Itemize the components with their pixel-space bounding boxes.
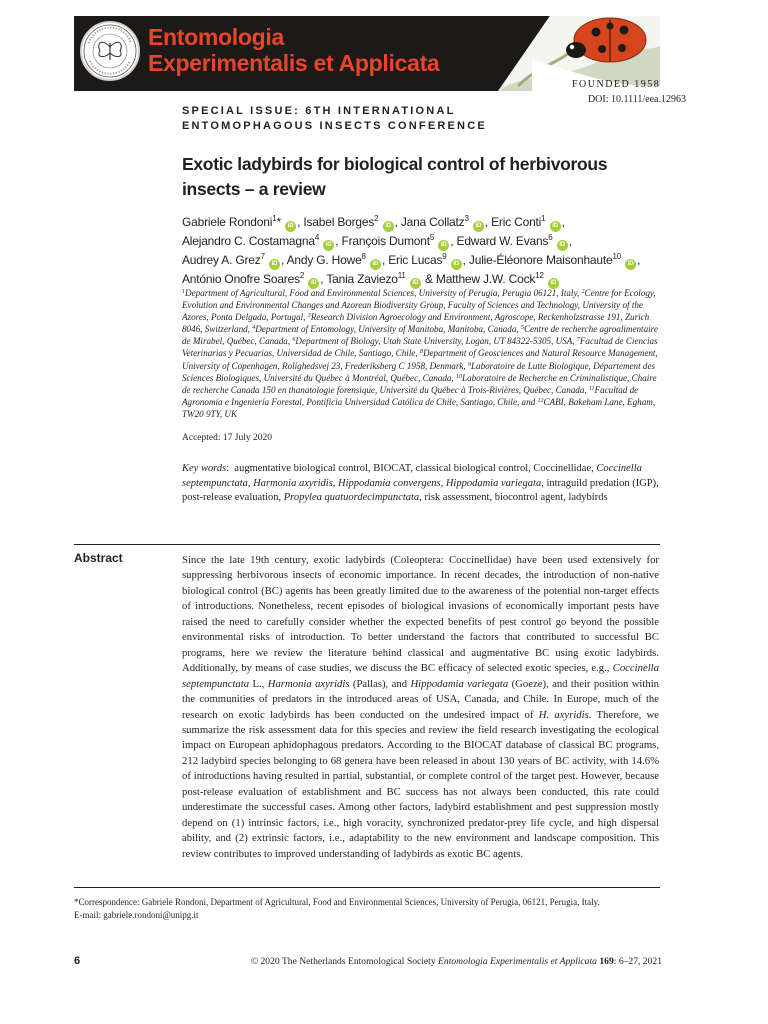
author-affiliation-mark: 11 (397, 271, 406, 280)
affiliation-text: Research Division Agroecology and Environment, Agroscope, Reckenholzstrasse 191, Zurich 8046, Switzerland, (182, 312, 650, 335)
founded-text: FOUNDED 1958 (572, 79, 660, 90)
journal-title-line2: Experimentalis et Applicata (148, 50, 440, 76)
abstract-segment: (Goeze), and their position within the communities of predators in the introduced areas of USA, Canada, and Chile. In Europe, much of the research on exotic ladybirds has been conducted on the undesired impact of (182, 677, 660, 721)
correspondence (74, 896, 664, 922)
affiliation-text: Department of Biology, Utah State University, Logan, UT 84322-5305, USA, (295, 336, 577, 347)
affiliation-text: Laboratoire de Recherche en Criminalistique, Chaire de recherche Canada 150 en thanatologie forensique, Université du Québec à Trois-Rivières, Québec, Canada, (182, 372, 657, 395)
author-affiliation-mark: 9 (442, 252, 447, 261)
author-affiliation-mark: 12 (535, 271, 544, 280)
affiliation-mark: 8 (419, 349, 423, 356)
orcid-icon[interactable]: iD (548, 278, 559, 289)
orcid-icon[interactable]: iD (473, 221, 484, 232)
author-name: Eric Lucas (388, 253, 443, 267)
abstract-segment: L., (249, 677, 268, 690)
author-affiliation-mark: 7 (260, 252, 265, 261)
author-name: Tania Zaviezo (326, 272, 398, 286)
orcid-icon[interactable]: iD (557, 240, 568, 251)
orcid-icon[interactable]: iD (451, 259, 462, 270)
author-affiliation-mark: 10 (612, 252, 621, 261)
author-name: Jana Collatz (400, 215, 465, 229)
special-issue-heading: SPECIAL ISSUE: 6TH INTERNATIONAL ENTOMOPHAGOUS INSECTS CONFERENCE (182, 105, 487, 132)
author-name: François Dumont (341, 234, 430, 248)
keyword-segment: Hippodamia variegata (445, 477, 542, 489)
affiliation-text: Laboratoire de Lutte Biologique, Département des Sciences Biologiques, Université du Québec à Montréal, Québec, Canada, (182, 360, 656, 383)
affiliation-mark: 11 (588, 385, 595, 392)
orcid-icon[interactable]: iD (370, 259, 381, 270)
corresponding-mark: * (276, 215, 281, 229)
affiliation-text: Department of Entomology, University of Manitoba, Manitoba, Canada, (255, 324, 521, 335)
affiliation-mark: 2 (581, 289, 585, 295)
author-affiliation-mark: 1 (541, 214, 546, 223)
affiliation-mark: 5 (520, 325, 524, 332)
affiliation-text: Centre de recherche agroalimentaire de Mirabel, Québec, Canada, (182, 324, 658, 347)
keyword-segment: Harmonia axyridis (253, 477, 333, 489)
author-name: Matthew J.W. Cock (435, 272, 536, 286)
butterfly-logo-icon (82, 23, 138, 79)
affiliation-mark: 9 (467, 361, 471, 368)
abstract-segment: Harmonia axyridis (267, 677, 350, 690)
abstract-segment: Coccinella septempunctata (182, 662, 659, 690)
author-affiliation-mark: 2 (374, 214, 379, 223)
doi[interactable]: DOI: 10.1111/eea.12963 (587, 94, 686, 105)
author-name: Julie-Éléonore Maisonhaute (468, 253, 613, 267)
journal-title (148, 24, 439, 76)
keywords: Key words: augmentative biological control, BIOCAT, classical biological control, Coccinellidae, Coccinella septempunctata, Harmonia axyridis, Hippodamia convergens, Hippodamia variegata, intraguild predation (IGP), post-release evaluation, Propylea quatuordecimpunctata, risk assessment, biocontrol agent, ladybirds (182, 463, 659, 503)
orcid-icon[interactable]: iD (308, 278, 319, 289)
footer-journal: Entomologia Experimentalis et Applicata (438, 956, 597, 967)
abstract-bottom-rule (74, 887, 660, 888)
keyword-segment: , (440, 477, 446, 489)
abstract-label: Abstract (74, 551, 123, 565)
footer-copyright-text: © 2020 The Netherlands Entomological Society (250, 956, 439, 967)
abstract-top-rule (74, 544, 660, 545)
author-affiliation-mark: 3 (464, 214, 469, 223)
founded-ribbon (532, 60, 660, 91)
orcid-icon[interactable]: iD (323, 240, 334, 251)
author-affiliation-mark: 8 (361, 252, 366, 261)
author-list: Gabriele Rondoni$^1$* iD , Isabel Borges$^2$ iD , Jana Collatz$^3$ iD , Eric Conti$^1$ iD , Alejandro C. Costamagna$^4$ iD , François Dumont$^5$ iD , Edward W. Evans$^6$ iD , Audrey A. Grez$^7$ iD , Andy G. Howe$^8$ iD , Eric Lucas$^9$ iD , Julie-Éléonore Maisonhaute$^{10}$ iD , António Onofre Soares$^2$ iD , Tania Zaviezo$^{11}$ iD & Matthew J.W. Cock$^{12}$ iD (182, 213, 667, 289)
affiliation-mark: 3 (307, 313, 311, 320)
affiliation-mark: 10 (456, 373, 463, 380)
abstract-body (182, 553, 659, 862)
abstract-segment: Since the late 19th century, exotic ladybirds (Coleoptera: Coccinellidae) have been used extensively for suppressing herbivorous insects of economic importance. In recent decades, the introduction of non-native biological control (BC) agents has been greatly limited due to the awareness of the potential non-target effects of introductions. Nonetheless, recent episodes of biological invasions of economically important pests have raised the need to carefully consider whether the expected benefits of pest control go beyond the possible environmental risks of introduction. To better understand the factors that contributed to successful BC programs, here we review the literature behind classical and augmentative BC using exotic ladybirds. Additionally, by means of case studies, we discuss the BC efficacy of selected exotic species, e.g., (182, 554, 659, 675)
affiliation-text: CABI, Bakeham Lane, Egham, TW20 9TY, UK (182, 396, 656, 419)
footer-volume: 169 (596, 956, 614, 967)
society-logo (80, 21, 140, 81)
author-affiliation-mark: 2 (299, 271, 305, 280)
author-affiliation-mark: 4 (314, 233, 320, 242)
orcid-icon[interactable]: iD (438, 240, 449, 251)
accepted-date: Accepted: 17 July 2020 (182, 433, 272, 443)
affiliation-text: Department of Agricultural, Food and Environmental Sciences, University of Perugia, Perugia 06121, Italy, (185, 288, 582, 298)
keyword-segment: Hippodamia convergens (338, 477, 441, 489)
author-name: Andy G. Howe (286, 253, 362, 267)
abstract-segment: . Therefore, we summarize the risk assessment data for this species and review the field research investigating the ecological impact on European aphidophagous predators. According to the BIOCAT database of classical BC programs, 212 ladybird species belonging to 68 genera have been released in about 130 years of BC activity, with 14.6% of introductions having resulted in partial, substantial, or complete control of the target pest. However, because post-release evaluation of establishment and BC success has not always been conducted, this rate could underestimate the successful cases. Among other factors, ladybird establishment and pest suppression mostly depend on (1) intrinsic factors, i.e., high voracity, synchronized predator-prey life cycle, and high dispersal ability, and (2) extrinsic factors, i.e., adaptability to the new environment and landscape composition. This review contributes to improved understanding of ladybirds as exotic BC agents. (182, 708, 660, 860)
affiliation-mark: 12 (537, 397, 544, 404)
footer-copyright (251, 956, 662, 967)
affiliation-text: Facultad de Ciencias Veterinarias y Pecuarias, Universidad de Chile, Santiago, Chile, (182, 336, 658, 359)
journal-banner (74, 16, 660, 91)
orcid-icon[interactable]: iD (550, 221, 561, 232)
keyword-segment: , (247, 477, 254, 489)
affiliation-mark: 1 (182, 289, 185, 295)
correspondence-line: *Correspondence: Gabriele Rondoni, Department of Agricultural, Food and Environmental Sciences, University of Perugia, 06121, Perugia, Italy. (74, 897, 600, 907)
affiliation-text: Facultad de Agronomía e Ingeniería Forestal, Pontificia Universidad Católica de Chile, Santiago, Chile, and (182, 384, 639, 407)
author-affiliation-mark: 6 (548, 233, 553, 242)
author-name: Edward W. Evans (456, 234, 549, 248)
article-title: Exotic ladybirds for biological control of herbivorous insects – a review (182, 154, 608, 199)
abstract-segment: (Pallas), and (349, 677, 411, 690)
abstract-segment: Hippodamia variegata (410, 677, 509, 690)
author-name: Isabel Borges (303, 215, 375, 229)
footer-pages: : 6–27, 2021 (613, 956, 662, 967)
author-affiliation-mark: 5 (429, 233, 435, 242)
keyword-segment: , intraguild predation (IGP), post-release evaluation, (182, 477, 659, 503)
author-name: Alejandro C. Costamagna (182, 234, 315, 248)
affiliations (182, 287, 666, 420)
affiliation-text: Centre for Ecology, Evolution and Environmental Changes and Azorean Biodiversity Group, Faculty of Sciences and Technology, University of the Azores, Ponta Delgada, Portugal, (182, 288, 656, 323)
keyword-segment: Coccinella septempunctata (182, 463, 642, 489)
author-name: António Onofre Soares (182, 272, 300, 286)
affiliation-text: Department of Geosciences and Natural Resource Management, University of Copenhagen, Rolighedsvej 23, Frederiksberg C 1958, Denmark, (182, 348, 658, 371)
keyword-segment: Propylea quatuordecimpunctata (283, 492, 420, 503)
affiliation-mark: 4 (252, 325, 256, 332)
keyword-segment: , risk assessment, biocontrol agent, ladybirds (419, 492, 608, 503)
keyword-segment: augmentative biological control, BIOCAT, classical biological control, Coccinellidae, (234, 463, 597, 474)
orcid-icon[interactable]: iD (410, 278, 421, 289)
keyword-segment: , (332, 477, 339, 489)
author-name: Gabriele Rondoni (182, 215, 273, 229)
page-number: 6 (74, 955, 81, 967)
author-name: Audrey A. Grez (182, 253, 261, 267)
correspondence-email[interactable]: E-mail: gabriele.rondoni@unipg.it (74, 910, 199, 920)
orcid-icon[interactable]: iD (269, 259, 280, 270)
affiliation-mark: 7 (576, 337, 580, 344)
orcid-icon[interactable]: iD (285, 221, 296, 232)
orcid-icon[interactable]: iD (625, 259, 636, 270)
author-name: Eric Conti (491, 215, 542, 229)
keywords-label: Key words (182, 463, 227, 474)
journal-title-line1: Entomologia (148, 24, 284, 50)
keywords-body (182, 463, 659, 503)
author-affiliation-mark: 1 (272, 214, 277, 223)
orcid-icon[interactable]: iD (383, 221, 394, 232)
affiliation-mark: 6 (292, 337, 296, 344)
abstract-segment: H. axyridis (538, 708, 589, 721)
